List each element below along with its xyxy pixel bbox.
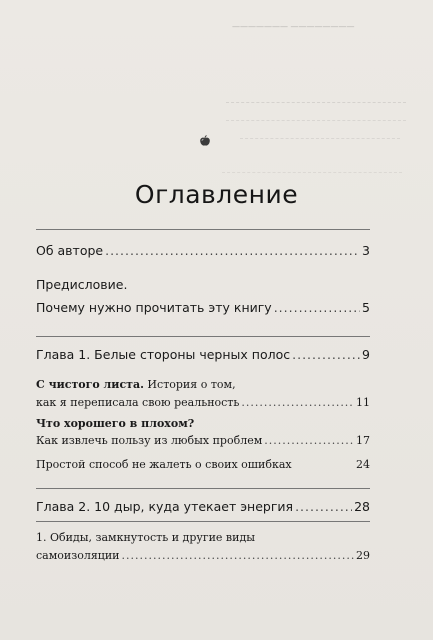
ghost-line [226,108,406,121]
toc-clean-slate-line1 [36,378,370,391]
ghost-running-head: ——————— ———————— [232,22,355,31]
entry-label: самоизоляции [36,549,120,562]
toc-entry-grievances [36,549,370,562]
page-number: 3 [362,243,370,258]
page-number: 5 [362,300,370,315]
leader-dots [295,499,352,514]
ghost-line [240,126,400,139]
ghost-line [226,90,406,103]
divider [36,488,370,489]
entry-label: Как извлечь пользу из любых проблем [36,434,263,447]
divider [36,521,370,522]
entry-label: Об авторе [36,243,104,258]
page-number: 28 [354,499,370,514]
leader-dots [292,347,360,362]
toc-entry-clean-slate [36,396,370,409]
toc-entry-simple-way [36,458,370,471]
entry-label: Глава 1. Белые стороны черных полос [36,347,291,362]
page-number: 17 [356,434,370,447]
leader-dots [241,396,354,409]
entry-label: Глава 2. 10 дыр, куда утекает энергия [36,499,294,514]
page-number: 9 [362,347,370,362]
divider [36,336,370,337]
page-number: 29 [356,549,370,562]
entry-label: как я переписала свою реальность [36,396,240,409]
entry-label: Почему нужно прочитать эту книгу [36,300,272,315]
toc-entry-chapter-2 [36,499,370,514]
ghost-line [222,160,402,173]
leader-dots [122,549,354,562]
toc-entry-chapter-1 [36,347,370,362]
entry-label: Простой способ не жалеть о своих ошибках [36,458,292,471]
entry-label: История о том, [143,378,236,391]
entry-bold-label: С чистого листа. [36,378,144,391]
toc-entry-about [36,243,370,258]
leader-dots [105,243,360,258]
toc-whats-good [36,417,370,430]
leader-dots [264,434,354,447]
toc-entry-benefit [36,434,370,447]
toc-grievances-line1: 1. Обиды, замкнутость и другие виды [36,531,255,544]
toc-title: Оглавление [134,180,299,209]
toc-preface-line1: Предисловие. [36,277,128,292]
page-number: 11 [356,396,370,409]
leader-dots [274,300,360,315]
divider [36,229,370,230]
page-number: 24 [356,458,370,471]
entry-bold-label: Что хорошего в плохом? [36,417,195,430]
apple-icon [199,135,211,147]
toc-entry-preface [36,300,370,315]
